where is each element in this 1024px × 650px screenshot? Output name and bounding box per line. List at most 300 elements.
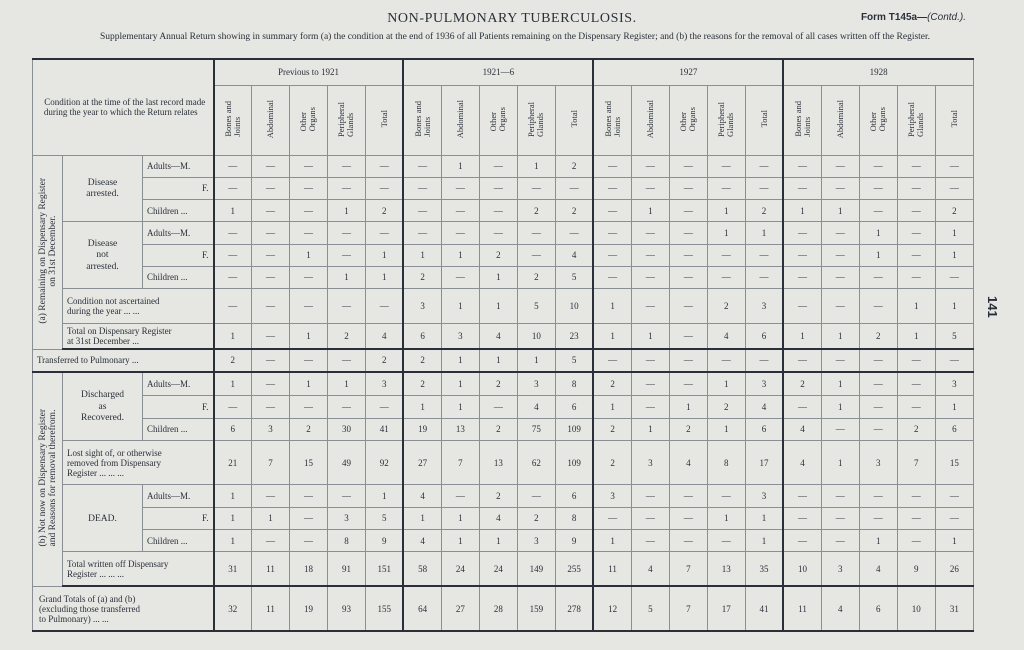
table-cell: 3 [631, 440, 669, 485]
table-cell: 4 [631, 552, 669, 586]
table-cell: 1 [935, 289, 973, 323]
table-cell: — [479, 396, 517, 418]
table-cell: 27 [403, 440, 441, 485]
table-cell: 4 [479, 323, 517, 349]
table-row [33, 289, 974, 323]
table-cell: — [745, 177, 783, 199]
table-cell: 6 [403, 323, 441, 349]
table-cell: 1 [403, 396, 441, 418]
table-cell: 1 [289, 244, 327, 266]
table-cell: 2 [517, 200, 555, 222]
table-cell: 4 [859, 552, 897, 586]
table-cell: 1 [669, 396, 707, 418]
table-cell: 1 [859, 222, 897, 244]
table-row [33, 586, 974, 631]
table-cell: 18 [289, 552, 327, 586]
table-cell: 1 [745, 222, 783, 244]
table-cell: — [669, 155, 707, 177]
table-cell: 9 [897, 552, 935, 586]
column-header: Peripheral Glands [707, 85, 745, 155]
table-cell: — [783, 222, 821, 244]
table-cell: 1 [821, 440, 859, 485]
table-row [33, 200, 974, 222]
table-cell: — [593, 177, 631, 199]
table-cell: 91 [327, 552, 365, 586]
table-cell: 1 [783, 323, 821, 349]
table-cell: — [897, 530, 935, 552]
table-cell: — [252, 266, 290, 288]
table-cell: 3 [365, 372, 403, 396]
table-row [33, 222, 974, 244]
table-cell: 1 [745, 530, 783, 552]
table-cell: 2 [327, 323, 365, 349]
table-cell: — [289, 266, 327, 288]
period-header: 1921—6 [403, 59, 593, 85]
table-cell: — [517, 485, 555, 507]
table-cell: 1 [821, 396, 859, 418]
table-cell: 4 [707, 323, 745, 349]
table-cell: 1 [479, 289, 517, 323]
table-cell: — [631, 372, 669, 396]
table-cell: — [783, 485, 821, 507]
table-cell: 4 [783, 440, 821, 485]
table-cell: — [935, 507, 973, 529]
table-cell: — [252, 155, 290, 177]
table-cell: — [631, 244, 669, 266]
table-cell: — [327, 244, 365, 266]
table-cell: 4 [669, 440, 707, 485]
table-cell: — [289, 530, 327, 552]
table-cell: — [897, 396, 935, 418]
table-cell: — [821, 418, 859, 440]
table-row [33, 244, 974, 266]
column-header: Total [935, 85, 973, 155]
table-cell: — [669, 349, 707, 371]
table-cell: — [935, 349, 973, 371]
table-cell: — [252, 396, 290, 418]
table-row [33, 323, 974, 349]
row-label: F. [143, 396, 214, 418]
table-cell: 3 [517, 372, 555, 396]
table-cell: 1 [517, 349, 555, 371]
table-cell: 10 [555, 289, 593, 323]
table-cell: — [897, 349, 935, 371]
column-header: Bones and Joints [403, 85, 441, 155]
table-cell: — [289, 396, 327, 418]
table-cell: 2 [479, 485, 517, 507]
table-cell: 5 [631, 586, 669, 631]
table-cell: 30 [327, 418, 365, 440]
table-cell: 1 [593, 289, 631, 323]
table-cell: — [289, 222, 327, 244]
table-cell: 1 [441, 349, 479, 371]
table-cell: 26 [935, 552, 973, 586]
table-cell: 1 [365, 485, 403, 507]
table-cell: — [289, 485, 327, 507]
table-cell: 2 [555, 155, 593, 177]
table-cell: — [859, 289, 897, 323]
table-cell: — [252, 349, 290, 371]
table-cell: 4 [783, 418, 821, 440]
table-cell: 3 [859, 440, 897, 485]
table-cell: — [897, 222, 935, 244]
table-cell: — [327, 177, 365, 199]
table-cell: — [252, 289, 290, 323]
table-cell: 151 [365, 552, 403, 586]
table-cell: 15 [935, 440, 973, 485]
table-cell: 1 [859, 244, 897, 266]
column-header: Abdominal [441, 85, 479, 155]
form-ref: Form T145a— [860, 12, 928, 23]
table-cell: 278 [555, 586, 593, 631]
table-cell: — [631, 396, 669, 418]
table-cell: — [631, 289, 669, 323]
table-cell: 1 [403, 244, 441, 266]
table-cell: — [555, 222, 593, 244]
table-cell: — [252, 323, 290, 349]
row-label: Grand Totals of (a) and (b) (excluding those transferred to Pulmonary) ... ... [33, 586, 214, 631]
table-cell: 2 [555, 200, 593, 222]
table-cell: 10 [517, 323, 555, 349]
table-cell: 92 [365, 440, 403, 485]
table-cell: — [669, 222, 707, 244]
table-cell: — [783, 266, 821, 288]
table-cell: 7 [252, 440, 290, 485]
table-cell: 2 [403, 372, 441, 396]
table-cell: — [859, 200, 897, 222]
table-cell: — [821, 244, 859, 266]
column-header: Total [555, 85, 593, 155]
table-cell: 149 [517, 552, 555, 586]
corner-header: Condition at the time of the last record made during the year to which the Return relates [33, 59, 214, 155]
column-header: Total [745, 85, 783, 155]
table-cell: 1 [593, 323, 631, 349]
table-cell: — [631, 507, 669, 529]
table-cell: 41 [365, 418, 403, 440]
table-row [33, 485, 974, 507]
column-header: Bones and Joints [783, 85, 821, 155]
table-cell: — [631, 177, 669, 199]
table-cell: — [897, 485, 935, 507]
table-cell: — [517, 222, 555, 244]
table-cell: 1 [935, 530, 973, 552]
table-cell: — [289, 177, 327, 199]
table-cell: — [327, 155, 365, 177]
table-cell: — [403, 155, 441, 177]
column-header: Peripheral Glands [897, 85, 935, 155]
table-cell: — [631, 222, 669, 244]
column-header: Other Organs [289, 85, 327, 155]
table-cell: — [707, 530, 745, 552]
table-cell: 3 [252, 418, 290, 440]
table-cell: 6 [859, 586, 897, 631]
table-cell: — [707, 155, 745, 177]
row-label: F. [143, 244, 214, 266]
table-cell: — [214, 396, 252, 418]
table-cell: — [821, 530, 859, 552]
table-cell: 1 [441, 155, 479, 177]
table-row [33, 530, 974, 552]
table-cell: — [441, 200, 479, 222]
period-header: 1928 [783, 59, 973, 85]
table-cell: — [669, 372, 707, 396]
table-cell: — [783, 507, 821, 529]
table-cell: 1 [403, 507, 441, 529]
table-cell: 4 [555, 244, 593, 266]
table-cell: 7 [669, 586, 707, 631]
table-cell: — [821, 507, 859, 529]
table-cell: — [707, 349, 745, 371]
table-cell: 6 [935, 418, 973, 440]
table-cell: 1 [631, 200, 669, 222]
row-label: Children ... [143, 530, 214, 552]
table-cell: 1 [707, 507, 745, 529]
table-cell: 4 [365, 323, 403, 349]
table-cell: 2 [403, 266, 441, 288]
table-cell: 4 [403, 485, 441, 507]
table-cell: — [593, 222, 631, 244]
table-cell: 8 [707, 440, 745, 485]
table-cell: 6 [745, 418, 783, 440]
table-cell: — [365, 222, 403, 244]
table-cell: — [669, 177, 707, 199]
table-cell: — [289, 155, 327, 177]
table-cell: 1 [707, 372, 745, 396]
table-cell: 2 [365, 200, 403, 222]
table-cell: 159 [517, 586, 555, 631]
table-cell: — [859, 177, 897, 199]
table-cell: — [669, 200, 707, 222]
table-cell: — [859, 266, 897, 288]
table-cell: — [289, 289, 327, 323]
table-cell: 4 [403, 530, 441, 552]
table-cell: 3 [593, 485, 631, 507]
table-cell: — [631, 155, 669, 177]
table-cell: 4 [517, 396, 555, 418]
table-cell: 24 [441, 552, 479, 586]
table-cell: 1 [441, 396, 479, 418]
table-cell: — [745, 244, 783, 266]
table-row [33, 507, 974, 529]
table-cell: — [821, 289, 859, 323]
table-cell: 75 [517, 418, 555, 440]
table-cell: 1 [365, 244, 403, 266]
table-cell: — [252, 177, 290, 199]
table-row [33, 349, 974, 371]
table-cell: — [593, 200, 631, 222]
table-cell: 1 [631, 323, 669, 349]
table-cell: 1 [593, 396, 631, 418]
table-cell: 3 [745, 372, 783, 396]
table-cell: — [403, 222, 441, 244]
table-cell: 58 [403, 552, 441, 586]
table-cell: — [441, 177, 479, 199]
section-b-label: (b) Not now on Dispensary Register and Reasons for removal therefrom. [33, 372, 63, 587]
table-cell: 12 [593, 586, 631, 631]
table-cell: 109 [555, 440, 593, 485]
table-cell: 62 [517, 440, 555, 485]
table-row [33, 440, 974, 485]
row-label: Adults—M. [143, 155, 214, 177]
period-header-row [33, 59, 974, 85]
table-cell: 1 [479, 530, 517, 552]
table-cell: — [669, 485, 707, 507]
table-cell: — [783, 244, 821, 266]
row-label: Adults—M. [143, 372, 214, 396]
table-cell: 5 [517, 289, 555, 323]
table-cell: 1 [214, 485, 252, 507]
table-cell: — [479, 155, 517, 177]
table-cell: — [821, 155, 859, 177]
table-cell: — [669, 244, 707, 266]
table-cell: 1 [897, 323, 935, 349]
table-cell: — [935, 155, 973, 177]
table-cell: 2 [859, 323, 897, 349]
table-cell: — [214, 177, 252, 199]
table-cell: 1 [327, 200, 365, 222]
table-cell: — [631, 349, 669, 371]
table-cell: 1 [935, 244, 973, 266]
table-cell: 6 [555, 396, 593, 418]
table-cell: — [214, 289, 252, 323]
row-label: Lost sight of, or otherwise removed from Dispensary Register ... ... ... [63, 440, 214, 485]
table-cell: — [821, 266, 859, 288]
table-cell: — [555, 177, 593, 199]
page-title: NON-PULMONARY TUBERCULOSIS. [387, 11, 637, 26]
row-label: Total on Dispensary Register at 31st December ... [63, 323, 214, 349]
table-cell: 1 [479, 266, 517, 288]
table-cell: — [593, 155, 631, 177]
table-cell: 5 [935, 323, 973, 349]
table-cell: — [821, 485, 859, 507]
table-cell: — [365, 289, 403, 323]
table-cell: — [783, 530, 821, 552]
table-cell: — [289, 200, 327, 222]
table-cell: — [821, 349, 859, 371]
table-cell: — [365, 155, 403, 177]
table-cell: — [214, 155, 252, 177]
row-label: Children ... [143, 200, 214, 222]
period-header: 1927 [593, 59, 783, 85]
row-label: Transferred to Pulmonary ... [33, 349, 214, 371]
table-cell: — [327, 349, 365, 371]
table-cell: 1 [289, 372, 327, 396]
table-cell: — [327, 289, 365, 323]
table-cell: — [821, 222, 859, 244]
table-cell: — [859, 155, 897, 177]
table-cell: 32 [214, 586, 252, 631]
column-header: Total [365, 85, 403, 155]
table-cell: — [517, 177, 555, 199]
table-cell: 7 [669, 552, 707, 586]
table-cell: — [707, 266, 745, 288]
table-cell: 21 [214, 440, 252, 485]
table-cell: — [669, 266, 707, 288]
table-cell: 1 [479, 349, 517, 371]
table-cell: 6 [555, 485, 593, 507]
table-cell: — [327, 396, 365, 418]
table-cell: 4 [479, 507, 517, 529]
table-cell: 1 [441, 372, 479, 396]
table-cell: — [441, 485, 479, 507]
table-cell: — [897, 244, 935, 266]
column-header: Peripheral Glands [517, 85, 555, 155]
table-cell: — [745, 266, 783, 288]
table-cell: 2 [214, 349, 252, 371]
table-cell: 19 [289, 586, 327, 631]
table-cell: 10 [783, 552, 821, 586]
table-cell: — [252, 372, 290, 396]
table-cell: 2 [783, 372, 821, 396]
table-cell: 1 [365, 266, 403, 288]
table-cell: 1 [517, 155, 555, 177]
row-label: Children ... [143, 266, 214, 288]
group-label: Disease arrested. [63, 155, 143, 222]
table-cell: — [365, 177, 403, 199]
table-cell: — [859, 349, 897, 371]
table-cell: 7 [441, 440, 479, 485]
table-row [33, 372, 974, 396]
table-cell: — [214, 222, 252, 244]
table-cell: — [707, 177, 745, 199]
row-label: Condition not ascertained during the year ... ... [63, 289, 214, 323]
table-cell: 2 [935, 200, 973, 222]
table-cell: — [897, 266, 935, 288]
table-cell: — [897, 372, 935, 396]
table-cell: 2 [365, 349, 403, 371]
table-cell: 3 [327, 507, 365, 529]
table-cell: 109 [555, 418, 593, 440]
table-cell: 24 [479, 552, 517, 586]
table-cell: 15 [289, 440, 327, 485]
table-cell: — [935, 485, 973, 507]
table-cell: 27 [441, 586, 479, 631]
table-cell: 1 [821, 323, 859, 349]
table-cell: 9 [555, 530, 593, 552]
table-cell: — [935, 266, 973, 288]
table-cell: — [631, 530, 669, 552]
table-cell: 2 [593, 372, 631, 396]
page-number: 141 [985, 296, 1000, 318]
column-header: Abdominal [821, 85, 859, 155]
table-cell: — [252, 244, 290, 266]
table-cell: — [935, 177, 973, 199]
table-row [33, 396, 974, 418]
table-cell: 255 [555, 552, 593, 586]
row-label: Adults—M. [143, 222, 214, 244]
column-header: Other Organs [859, 85, 897, 155]
table-cell: — [745, 155, 783, 177]
table-cell: — [707, 244, 745, 266]
row-label: Adults—M. [143, 485, 214, 507]
tuberculosis-return-table [32, 58, 974, 632]
table-cell: — [365, 396, 403, 418]
table-cell: 3 [821, 552, 859, 586]
table-cell: — [897, 177, 935, 199]
column-header: Other Organs [479, 85, 517, 155]
table-cell: 2 [593, 418, 631, 440]
table-cell: — [289, 507, 327, 529]
table-cell: 2 [593, 440, 631, 485]
table-cell: 5 [555, 266, 593, 288]
table-cell: 11 [783, 586, 821, 631]
table-cell: — [783, 349, 821, 371]
table-cell: 11 [252, 552, 290, 586]
table-cell: 11 [252, 586, 290, 631]
row-label: Total written off Dispensary Register ... ... ... [63, 552, 214, 586]
table-cell: 1 [214, 372, 252, 396]
row-label: F. [143, 177, 214, 199]
